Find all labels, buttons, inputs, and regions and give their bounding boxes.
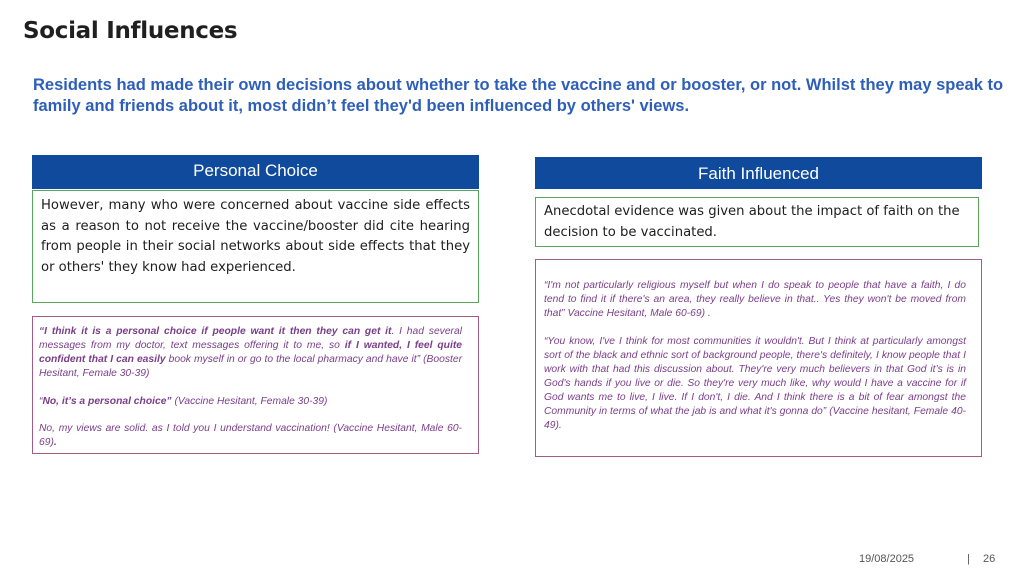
footer-separator: | [967,553,970,565]
personal-choice-summary: However, many who were concerned about vaccine side effects as a reason to not receive the vaccine/booster did cite hearing from people in their social networks about side effects that they or others' they know had experienced. [41,198,470,275]
quote-1-text-b: book myself in or go to the local pharmacy and have it” (Booster Hesitant, Female 30-39) [39,354,462,379]
quote-1-text-a: . I had several messages from my doctor, text messages offering it to me, so [39,326,462,351]
footer-date: 19/08/2025 [859,553,915,565]
faith-influenced-header [535,157,982,189]
quote-1-bold-b: if I wanted, I feel quite confident that I can easily [39,340,462,365]
personal-choice-summary-box [32,190,479,303]
quote-3-end: . [53,437,57,448]
personal-choice-quote-3 [39,422,462,450]
faith-influenced-header-label: Faith Influenced [698,164,819,183]
personal-choice-header-label: Personal Choice [193,161,318,180]
faith-summary: Anecdotal evidence was given about the impact of faith on the decision to be vaccinated. [544,204,960,240]
quote-2-text: (Vaccine Hesitant, Female 30-39) [171,396,328,407]
faith-quotes-box [535,259,982,457]
personal-choice-quote-2 [39,395,462,409]
quote-2-open: “ [39,396,43,407]
quote-1-bold-a: “I think it is a personal choice if people want it then they can get it [39,326,392,337]
personal-choice-quotes-box [32,316,479,454]
personal-choice-header [32,155,479,189]
page-number: 26 [983,553,996,565]
page-title: Social Influences [23,18,238,44]
personal-choice-quote-1 [39,325,462,381]
faith-quote-2: “You know, I've I think for most communities it wouldn't. But I think at particularly amongst sort of the black and ethnic sort of background people, there's definitely, I know people that I work with that had this discussion about. They're very much believers in that God it’s is in God's hands if you live or die. So they're very much like, why would I have a vaccine for if God wants me to live, I live. If I don't, I die. And I think there is a bit of fear amongst the Community in terms of what the jab is and what it's gonna do” (Vaccine hesitant, Female 40-49). [544,336,966,431]
faith-quote-1: “I'm not particularly religious myself but when I do speak to people that have a faith, I do tend to find it if there's an area, they really believe in that.. Yes they won't be moved from that” Vaccine Hesitant, Male 60-69) . [544,280,966,319]
quote-2-bold: No, it’s a personal choice” [42,396,172,407]
faith-summary-box [535,197,979,247]
page-subtitle: Residents had made their own decisions about whether to take the vaccine and or booster, or not. Whilst they may speak to family and friends about it, most didn’t feel they'd been influenced by others' views. [33,76,1004,115]
quote-3-text: No, my views are solid. as I told you I understand vaccination! (Vaccine Hesitant, Male 60-69) [39,423,462,448]
